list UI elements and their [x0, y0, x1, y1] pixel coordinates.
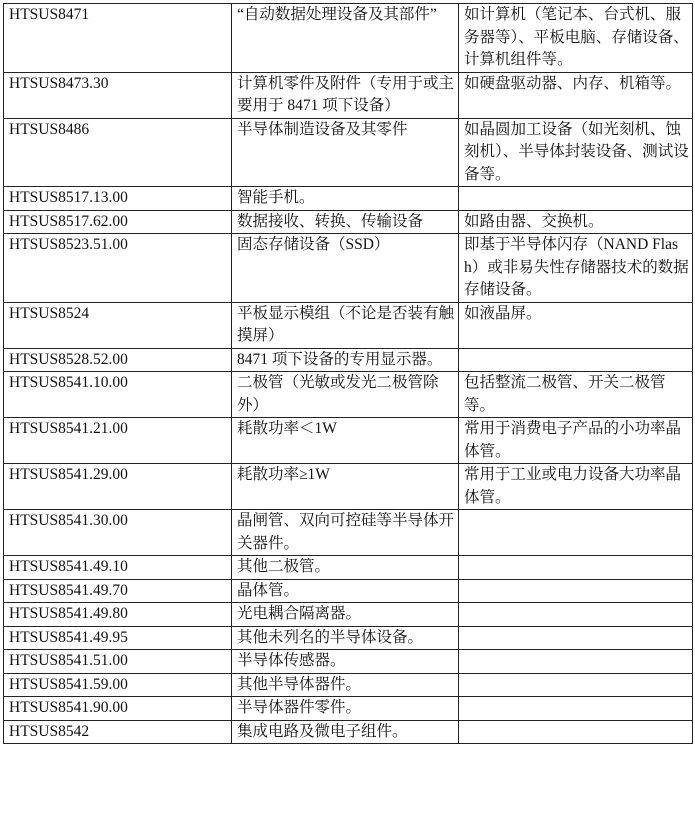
- table-row: [4, 118, 693, 187]
- hts-code-cell: HTSUS8541.90.00: [4, 697, 232, 721]
- table-row: [4, 697, 693, 721]
- hts-code-cell: HTSUS8541.51.00: [4, 650, 232, 674]
- description-cell: 集成电路及微电子组件。: [232, 720, 459, 744]
- hts-code-cell: HTSUS8471: [4, 4, 232, 73]
- description-cell: 半导体传感器。: [232, 650, 459, 674]
- hts-code-cell: HTSUS8541.21.00: [4, 418, 232, 464]
- hts-code-cell: HTSUS8541.49.10: [4, 556, 232, 580]
- description-cell: 耗散功率＜1W: [232, 418, 459, 464]
- example-cell: 如液晶屏。: [459, 302, 693, 348]
- hts-code-cell: HTSUS8541.10.00: [4, 372, 232, 418]
- hts-code-cell: HTSUS8486: [4, 118, 232, 187]
- description-cell: 二极管（光敏或发光二极管除外）: [232, 372, 459, 418]
- example-cell: [459, 673, 693, 697]
- example-cell: [459, 720, 693, 744]
- description-cell: 光电耦合隔离器。: [232, 603, 459, 627]
- example-cell: 常用于工业或电力设备大功率晶体管。: [459, 464, 693, 510]
- table-row: [4, 372, 693, 418]
- description-cell: 计算机零件及附件（专用于或主要用于 8471 项下设备）: [232, 72, 459, 118]
- table-row: [4, 302, 693, 348]
- example-cell: [459, 603, 693, 627]
- hts-code-cell: HTSUS8541.30.00: [4, 510, 232, 556]
- description-cell: 其他半导体器件。: [232, 673, 459, 697]
- example-cell: [459, 579, 693, 603]
- hts-code-cell: HTSUS8541.49.80: [4, 603, 232, 627]
- description-cell: 固态存储设备（SSD）: [232, 234, 459, 303]
- example-cell: 常用于消费电子产品的小功率晶体管。: [459, 418, 693, 464]
- description-cell: 智能手机。: [232, 187, 459, 211]
- hts-code-cell: HTSUS8524: [4, 302, 232, 348]
- hts-code-cell: HTSUS8541.49.70: [4, 579, 232, 603]
- table-row: [4, 464, 693, 510]
- example-cell: 如路由器、交换机。: [459, 210, 693, 234]
- description-cell: 平板显示模组（不论是否装有触摸屏）: [232, 302, 459, 348]
- example-cell: 如计算机（笔记本、台式机、服务器等）、平板电脑、存储设备、计算机组件等。: [459, 4, 693, 73]
- example-cell: [459, 697, 693, 721]
- table-row: [4, 510, 693, 556]
- example-cell: [459, 556, 693, 580]
- table-row: [4, 72, 693, 118]
- hts-code-cell: HTSUS8517.62.00: [4, 210, 232, 234]
- example-cell: 如晶圆加工设备（如光刻机、蚀刻机）、半导体封装设备、测试设备等。: [459, 118, 693, 187]
- table-row: [4, 650, 693, 674]
- description-cell: 其他二极管。: [232, 556, 459, 580]
- table-body: [4, 4, 693, 744]
- table-row: [4, 579, 693, 603]
- example-cell: [459, 348, 693, 372]
- table-row: [4, 418, 693, 464]
- description-cell: 晶闸管、双向可控硅等半导体开关器件。: [232, 510, 459, 556]
- table-row: [4, 234, 693, 303]
- hts-code-cell: HTSUS8541.49.95: [4, 626, 232, 650]
- description-cell: 耗散功率≥1W: [232, 464, 459, 510]
- hts-code-cell: HTSUS8528.52.00: [4, 348, 232, 372]
- description-cell: 数据接收、转换、传输设备: [232, 210, 459, 234]
- hts-code-cell: HTSUS8523.51.00: [4, 234, 232, 303]
- hts-code-cell: HTSUS8542: [4, 720, 232, 744]
- table-row: [4, 4, 693, 73]
- description-cell: 晶体管。: [232, 579, 459, 603]
- example-cell: [459, 187, 693, 211]
- tariff-code-table: [3, 3, 693, 744]
- table-row: [4, 210, 693, 234]
- example-cell: [459, 510, 693, 556]
- description-cell: 半导体制造设备及其零件: [232, 118, 459, 187]
- hts-code-cell: HTSUS8517.13.00: [4, 187, 232, 211]
- example-cell: 包括整流二极管、开关二极管等。: [459, 372, 693, 418]
- table-row: [4, 603, 693, 627]
- table-row: [4, 348, 693, 372]
- example-cell: 如硬盘驱动器、内存、机箱等。: [459, 72, 693, 118]
- description-cell: 半导体器件零件。: [232, 697, 459, 721]
- description-cell: 其他未列名的半导体设备。: [232, 626, 459, 650]
- table-row: [4, 626, 693, 650]
- example-cell: [459, 650, 693, 674]
- table-row: [4, 187, 693, 211]
- table-row: [4, 720, 693, 744]
- example-cell: 即基于半导体闪存（NAND Flash）或非易失性存储器技术的数据存储设备。: [459, 234, 693, 303]
- hts-code-cell: HTSUS8541.59.00: [4, 673, 232, 697]
- table-row: [4, 556, 693, 580]
- example-cell: [459, 626, 693, 650]
- table-row: [4, 673, 693, 697]
- description-cell: 8471 项下设备的专用显示器。: [232, 348, 459, 372]
- hts-code-cell: HTSUS8473.30: [4, 72, 232, 118]
- hts-code-cell: HTSUS8541.29.00: [4, 464, 232, 510]
- description-cell: “自动数据处理设备及其部件”: [232, 4, 459, 73]
